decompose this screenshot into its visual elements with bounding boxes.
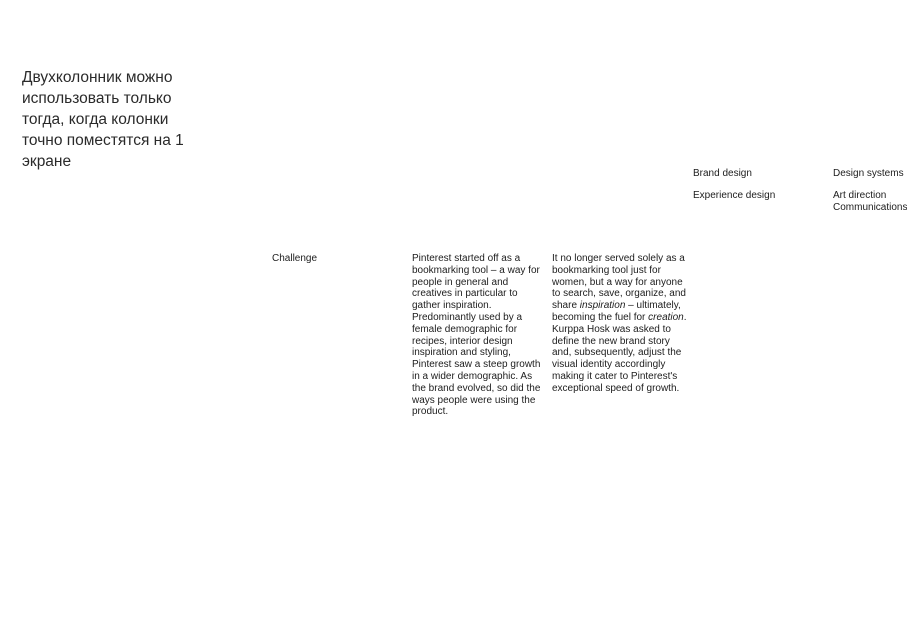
column-b-emphasis-creation: creation — [648, 311, 684, 323]
service-experience-design: Experience design — [693, 190, 776, 201]
service-art-direction: Art direction — [833, 190, 887, 201]
column-b-text-2: – ultimately, becoming the fuel for — [552, 300, 681, 323]
service-communications: Communications — [833, 202, 907, 213]
layout-note: Двухколонник можно использовать только тогда, когда колонки точно поместятся на 1 экране — [22, 69, 184, 170]
column-b-text-1: It no longer served solely as a bookmarking tool just for women, but a way for anyone to search, save, organize, and share — [552, 253, 686, 312]
service-design-systems: Design systems — [833, 168, 904, 179]
column-b-text-3: . Kurppa Hosk was asked to define the new brand story and, subsequently, adjust the visual identity accordingly making it cater to Pinterest's exceptional speed of growth. — [552, 311, 687, 394]
challenge-column-b — [552, 253, 688, 395]
service-brand-design: Brand design — [693, 168, 752, 179]
challenge-column-a: Pinterest started off as a bookmarking tool – a way for people in general and creatives in particular to gather inspiration. Predominantly used by a female demographic for recipes, interior design inspiration and styling, Pinterest saw a steep growth in a wider demographic. As the brand evolved, so did the ways people were using the product. — [412, 253, 541, 418]
column-b-emphasis-inspiration: inspiration — [579, 300, 626, 312]
challenge-heading: Challenge — [272, 253, 318, 264]
